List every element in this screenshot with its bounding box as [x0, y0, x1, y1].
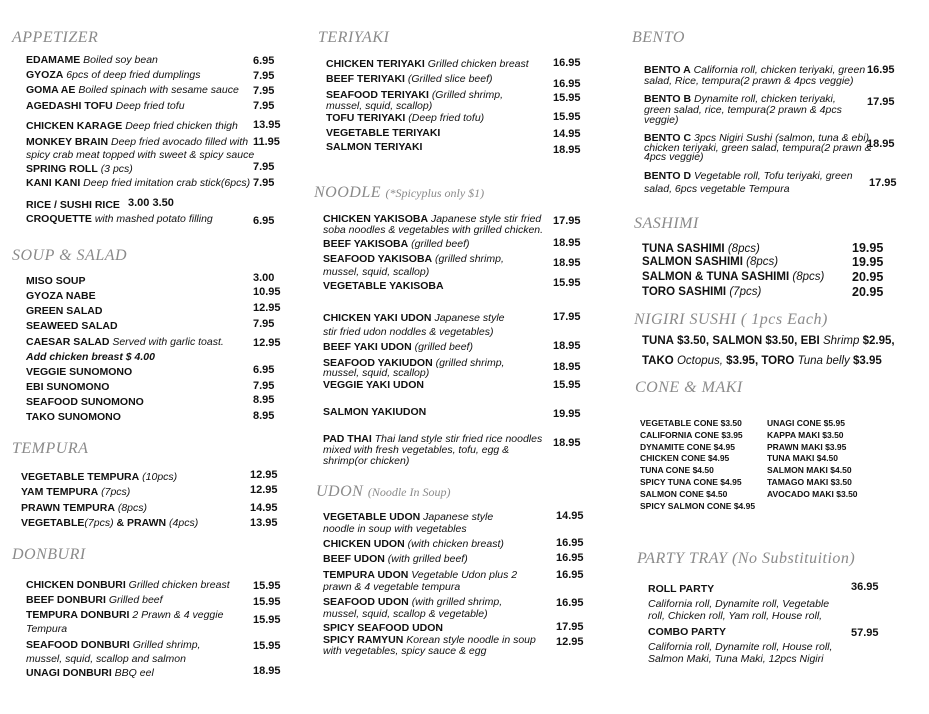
menu-item: GREEN SALAD [26, 305, 103, 317]
menu-price: 18.95 [253, 665, 281, 677]
cone-item: SPICY SALMON CONE $4.95 [640, 500, 756, 511]
menu-item: CHICKEN TERIYAKI Grilled chicken breast [326, 58, 529, 70]
menu-price: 17.95 [553, 215, 581, 227]
menu-item: UNAGI DONBURI BBQ eel [26, 667, 154, 679]
maki-item: TAMAGO MAKI $3.50 [767, 476, 852, 487]
menu-price: 3.00 [253, 272, 275, 284]
menu-price: 6.95 [253, 215, 275, 227]
menu-price: 7.95 [253, 85, 275, 97]
menu-item: KANI KANI Deep fried imitation crab stick(6pcs) [26, 177, 251, 189]
menu-item-desc: California roll, Dynamite roll, House roll, [648, 641, 833, 653]
menu-item: PRAWN TEMPURA (8pcs) [21, 502, 148, 514]
menu-item-desc: 4pcs veggie) [644, 151, 704, 163]
menu-item: SEAFOOD DONBURI Grilled shrimp, [26, 639, 201, 651]
menu-item: BENTO A California roll, chicken teriyaki, green [644, 64, 866, 76]
menu-item: SALMON TERIYAKI [326, 141, 423, 153]
menu-item: SALMON & TUNA SASHIMI (8pcs) [642, 271, 825, 283]
menu-item: EDAMAME Boiled soy bean [26, 54, 158, 66]
menu-price: 18.95 [553, 437, 581, 449]
menu-price: 18.95 [553, 361, 581, 373]
menu-price: 12.95 [253, 337, 281, 349]
menu-item: TORO SASHIMI (7pcs) [642, 286, 762, 298]
maki-item: TUNA MAKI $4.50 [767, 453, 839, 464]
menu-item: BEEF UDON (with grilled beef) [323, 553, 468, 565]
menu-price: 17.95 [867, 96, 895, 108]
menu-item: SEAFOOD UDON (with grilled shrimp, [323, 596, 503, 608]
cone-item: CALIFORNIA CONE $3.95 [640, 429, 743, 440]
menu-item: TUNA SASHIMI (8pcs) [642, 243, 760, 255]
menu-item: CAESAR SALAD Served with garlic toast. [26, 336, 224, 348]
menu-item-desc: spicy crab meat topped with sweet & spicy sauce [26, 149, 255, 161]
maki-item: KAPPA MAKI $3.50 [767, 429, 844, 440]
menu-item: GYOZA 6pcs of deep fried dumplings [26, 69, 201, 81]
menu-item: CHICKEN UDON (with chicken breast) [323, 538, 504, 550]
menu-item-desc: salad, Rice, tempura(2 prawn & 4pcs veggie) [644, 75, 854, 87]
menu-price: 15.95 [253, 614, 281, 626]
menu-price: 13.95 [253, 119, 281, 131]
menu-item-desc: mussel, squid, scallop and salmon [26, 653, 186, 665]
menu-item-desc: roll, Chicken roll, Yam roll, House roll, [648, 610, 823, 622]
menu-price: 15.95 [253, 596, 281, 608]
menu-price: 16.95 [553, 78, 581, 90]
menu-price: 8.95 [253, 410, 275, 422]
menu-price: 3.00 3.50 [128, 197, 174, 209]
menu-price: 18.95 [867, 138, 895, 150]
menu-price: 16.95 [867, 64, 895, 76]
cone-list-left [640, 418, 755, 512]
menu-item-desc: mussel, squid, scallop) [326, 100, 433, 112]
menu-item: VEGETABLE(7pcs) & PRAWN (4pcs) [21, 517, 199, 529]
donburi-heading: DONBURI [12, 546, 86, 563]
menu-price: 18.95 [553, 237, 581, 249]
menu-price: 17.95 [556, 621, 584, 633]
nigiri-line-1: TUNA $3.50, SALMON $3.50, EBI Shrimp $2.95, [642, 335, 895, 347]
maki-list-right [767, 418, 858, 501]
menu-item-desc: mixed with fresh vegetables, tofu, egg & [323, 444, 510, 456]
menu-price: 7.95 [253, 100, 275, 112]
menu-item-desc: Salmon Maki, Tuna Maki, 12pcs Nigiri [648, 653, 824, 665]
menu-price: 6.95 [253, 55, 275, 67]
menu-price: 17.95 [869, 177, 897, 189]
menu-price: 15.95 [253, 580, 281, 592]
menu-price: 20.95 [852, 270, 884, 284]
menu-price: 7.95 [253, 177, 275, 189]
menu-price: 36.95 [851, 581, 879, 593]
cone-item: CHICKEN CONE $4.95 [640, 453, 730, 464]
menu-price: 6.95 [253, 364, 275, 376]
menu-item: BEEF TERIYAKI (Grilled slice beef) [326, 73, 493, 85]
menu-item: CROQUETTE with mashed potato filling [26, 213, 213, 225]
menu-item-desc: chicken teriyaki, green salad, tempura(2 prawn & [644, 142, 872, 154]
menu-item: VEGGIE SUNOMONO [26, 366, 133, 378]
menu-item: SEAFOOD YAKISOBA (grilled shrimp, [323, 253, 504, 265]
menu-item: SALMON SASHIMI (8pcs) [642, 256, 779, 268]
menu-price: 14.95 [553, 128, 581, 140]
menu-price: 15.95 [553, 379, 581, 391]
menu-item: TEMPURA UDON Vegetable Udon plus 2 [323, 569, 518, 581]
tempura-heading: TEMPURA [12, 440, 89, 457]
cone-item: DYNAMITE CONE $4.95 [640, 441, 735, 452]
menu-item: SEAFOOD TERIYAKI (Grilled shrimp, [326, 89, 503, 101]
menu-item-desc: green salad, rice, tempura(2 prawn & 4pcs [644, 104, 842, 116]
menu-price: 11.95 [253, 136, 280, 148]
menu-item-desc: noodle in soup with vegetables [323, 523, 467, 535]
nigiri-heading: NIGIRI SUSHI ( 1pcs Each) [634, 311, 828, 328]
menu-item-desc: stir fried udon noddles & vegetables) [323, 326, 494, 338]
menu-item: CHICKEN KARAGE Deep fried chicken thigh [26, 120, 238, 132]
menu-item: RICE / SUSHI RICE [26, 199, 120, 211]
cone-item: VEGETABLE CONE $3.50 [640, 418, 742, 428]
menu-price: 19.95 [553, 408, 581, 420]
menu-price: 15.95 [253, 640, 281, 652]
cone-item: SPICY TUNA CONE $4.95 [640, 476, 742, 487]
maki-item: PRAWN MAKI $3.95 [767, 441, 847, 452]
menu-price: 20.95 [852, 285, 884, 299]
menu-item-desc: with vegetables, spicy sauce & egg [323, 645, 487, 657]
menu-price: 18.95 [553, 144, 581, 156]
cone-maki-heading: CONE & MAKI [635, 379, 743, 396]
menu-item-desc: California roll, Dynamite roll, Vegetable [648, 598, 830, 610]
sashimi-heading: SASHIMI [634, 215, 699, 232]
menu-price: 12.95 [253, 302, 281, 314]
menu-item-note: Add chicken breast $ 4.00 [26, 351, 155, 363]
menu-price: 16.95 [553, 57, 581, 69]
menu-item: TAKO SUNOMONO [26, 411, 121, 423]
maki-item: AVOCADO MAKI $3.50 [767, 488, 858, 499]
menu-price: 14.95 [250, 502, 278, 514]
menu-price: 16.95 [556, 537, 584, 549]
menu-item: CHICKEN DONBURI Grilled chicken breast [26, 579, 230, 591]
menu-price: 15.95 [553, 92, 581, 104]
menu-item-desc: mussel, squid, scallop) [323, 266, 430, 278]
cone-item: SALMON CONE $4.50 [640, 488, 728, 499]
nigiri-line-2: TAKO Octopus, $3.95, TORO Tuna belly $3.95 [642, 355, 882, 367]
menu-item-desc: mussel, squid, scallop) [323, 367, 430, 379]
menu-item: ROLL PARTY [648, 583, 715, 595]
menu-item: TOFU TERIYAKI (Deep fried tofu) [326, 112, 485, 124]
party-tray-heading: PARTY TRAY (No Substituition) [637, 550, 856, 567]
menu-price: 18.95 [553, 340, 581, 352]
menu-item: SEAFOOD YAKIUDON (grilled shrimp, [323, 357, 505, 369]
menu-item: GOMA AE Boiled spinach with sesame sauce [26, 84, 239, 96]
menu-price: 16.95 [556, 597, 584, 609]
menu-item-desc: veggie) [644, 114, 679, 126]
menu-item: VEGETABLE TERIYAKI [326, 127, 441, 139]
menu-price: 17.95 [553, 311, 581, 323]
menu-price: 18.95 [553, 257, 581, 269]
menu-item: MISO SOUP [26, 275, 86, 287]
menu-item: BENTO D Vegetable roll, Tofu teriyaki, green [644, 170, 853, 182]
menu-item: MONKEY BRAIN Deep fried avocado filled with [26, 136, 249, 148]
menu-item: VEGETABLE TEMPURA (10pcs) [21, 471, 178, 483]
menu-item: SPRING ROLL (3 pcs) [26, 163, 133, 175]
menu-price: 12.95 [556, 636, 584, 648]
menu-item: BEEF YAKI UDON (grilled beef) [323, 341, 473, 353]
noodle-heading: NOODLE (*Spicyplus only $1) [314, 184, 485, 201]
menu-item: VEGETABLE YAKISOBA [323, 280, 444, 292]
menu-item: VEGETABLE UDON Japanese style [323, 511, 494, 523]
menu-item: CHICKEN YAKISOBA Japanese style stir fried [323, 213, 542, 225]
menu-item: SEAFOOD SUNOMONO [26, 396, 144, 408]
menu-item-desc: soba noodles & vegetables with grilled chicken. [323, 224, 544, 236]
menu-item: COMBO PARTY [648, 626, 726, 638]
menu-price: 19.95 [852, 241, 884, 255]
menu-price: 7.95 [253, 70, 275, 82]
menu-item: BEEF DONBURI Grilled beef [26, 594, 163, 606]
menu-item: TEMPURA DONBURI 2 Prawn & 4 veggie [26, 609, 224, 621]
menu-price: 10.95 [253, 286, 281, 298]
udon-heading: UDON (Noodle In Soup) [316, 483, 451, 500]
menu-price: 7.95 [253, 380, 275, 392]
menu-price: 12.95 [250, 469, 278, 481]
teriyaki-heading: TERIYAKI [318, 29, 390, 46]
menu-item-desc: salad, 6pcs vegetable Tempura [644, 183, 790, 195]
menu-item: CHICKEN YAKI UDON Japanese style [323, 312, 505, 324]
maki-item: SALMON MAKI $4.50 [767, 465, 852, 476]
menu-item: BENTO B Dynamite roll, chicken teriyaki, [644, 93, 836, 105]
menu-item-desc: Tempura [26, 623, 68, 635]
maki-item: UNAGI CONE $5.95 [767, 418, 845, 428]
menu-price: 8.95 [253, 394, 275, 406]
menu-price: 19.95 [852, 255, 884, 269]
menu-price: 7.95 [253, 161, 275, 173]
menu-price: 13.95 [250, 517, 278, 529]
menu-item-desc: mussel, squid, scallop & vegetable) [323, 608, 488, 620]
menu-item-desc: shrimp(or chicken) [323, 455, 410, 467]
menu-price: 16.95 [556, 569, 584, 581]
menu-item: BEEF YAKISOBA (grilled beef) [323, 238, 470, 250]
appetizer-heading: APPETIZER [12, 29, 99, 46]
menu-item-desc: prawn & 4 vegetable tempura [323, 581, 461, 593]
menu-item: VEGGIE YAKI UDON [323, 379, 424, 391]
menu-price: 12.95 [250, 484, 278, 496]
menu-item: SPICY SEAFOOD UDON [323, 622, 443, 634]
menu-item: BENTO C 3pcs Nigiri Sushi (salmon, tuna & ebi), [644, 132, 872, 144]
menu-price: 16.95 [556, 552, 584, 564]
menu-item: SPICY RAMYUN Korean style noodle in soup [323, 634, 536, 646]
soup-salad-heading: SOUP & SALAD [12, 247, 128, 264]
menu-item: AGEDASHI TOFU Deep fried tofu [26, 100, 185, 112]
menu-price: 15.95 [553, 277, 581, 289]
cone-item: TUNA CONE $4.50 [640, 465, 714, 476]
bento-heading: BENTO [632, 29, 685, 46]
menu-price: 57.95 [851, 627, 879, 639]
menu-item: YAM TEMPURA (7pcs) [21, 486, 131, 498]
menu-price: 15.95 [553, 111, 581, 123]
menu-item: SALMON YAKIUDON [323, 406, 427, 418]
menu-price: 14.95 [556, 510, 584, 522]
menu-item: PAD THAI Thai land style stir fried rice noodles [323, 433, 543, 445]
menu-item: EBI SUNOMONO [26, 381, 110, 393]
menu-item: GYOZA NABE [26, 290, 96, 302]
menu-item: SEAWEED SALAD [26, 320, 118, 332]
menu-price: 7.95 [253, 318, 275, 330]
